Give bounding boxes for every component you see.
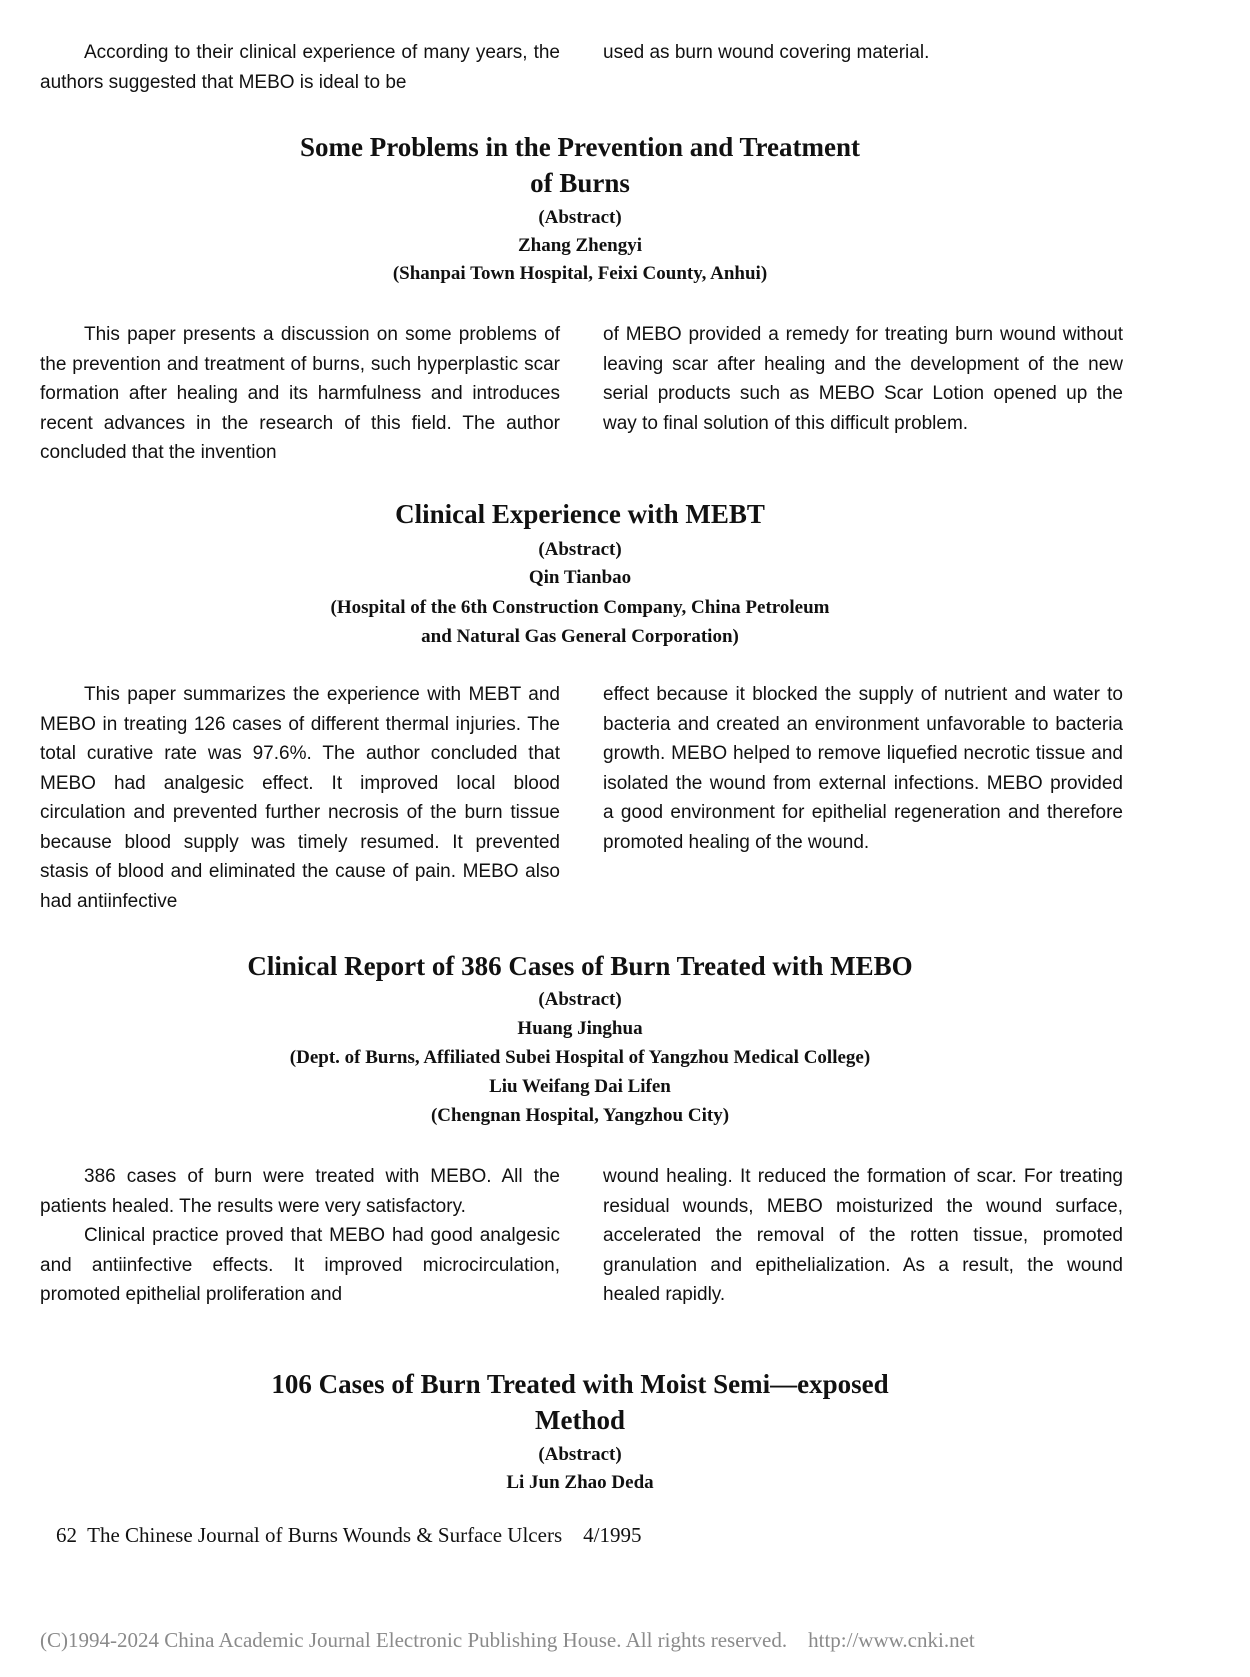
- article-2-affiliation-line1: (Hospital of the 6th Construction Company, China Petroleum: [330, 597, 830, 618]
- article-1-title-line2: of Burns: [530, 168, 630, 198]
- article-3-abstract-label: (Abstract): [538, 989, 622, 1010]
- article-4-title-line2: Method: [535, 1405, 625, 1435]
- article-2-right-column: [603, 680, 1123, 857]
- article-1-left-column: [40, 320, 560, 468]
- article-3-left-column: [40, 1162, 560, 1310]
- article-2-left-text: This paper summarizes the experience with MEBT and MEBO in treating 126 cases of different thermal injuries. The total curative rate was 97.6%. The author concluded that MEBO had analgesic effect. It improved local blood circulation and prevented further necrosis of the burn tissue because blood supply was timely resumed. It prevented stasis of blood and eliminated the cause of pain. MEBO also had antiinfective: [40, 684, 560, 912]
- article-4-authors: Li Jun Zhao Deda: [506, 1472, 654, 1493]
- article-2-right-text: effect because it blocked the supply of nutrient and water to bacteria and created an environment unfavorable to bacteria growth. MEBO helped to remove liquefied necrotic tissue and isolated the wound from external infections. MEBO provided a good environment for epithelial regeneration and therefore promoted healing of the wound.: [603, 684, 1123, 853]
- article-2-title: Clinical Experience with MEBT: [395, 499, 765, 529]
- article-1-title-line1: Some Problems in the Prevention and Treatment: [300, 132, 860, 162]
- article-3-right-column: [603, 1162, 1123, 1310]
- article-1-left-text: This paper presents a discussion on some problems of the prevention and treatment of burns, such hyperplastic scar formation after healing and its harmfulness and introduces recent advances in the research of this field. The author concluded that the invention: [40, 324, 560, 463]
- copyright-notice: (C)1994-2024 China Academic Journal Electronic Publishing House. All rights reserved. http://www.cnki.net: [40, 1628, 975, 1652]
- article-1-right-column: [603, 320, 1123, 438]
- intro-right-text: used as burn wound covering material.: [603, 42, 930, 63]
- article-1-right-text: of MEBO provided a remedy for treating burn wound without leaving scar after healing and the development of the new serial products such as MEBO Scar Lotion opened up the way to final solution of this difficult problem.: [603, 324, 1123, 434]
- article-2-left-column: [40, 680, 560, 916]
- article-3-left-paragraph-2: Clinical practice proved that MEBO had good analgesic and antiinfective effects. It improved microcirculation, promoted epithelial proliferation and: [40, 1225, 560, 1305]
- article-4-title-line1: 106 Cases of Burn Treated with Moist Semi—exposed: [271, 1369, 889, 1399]
- article-3-title: Clinical Report of 386 Cases of Burn Treated with MEBO: [247, 951, 913, 981]
- article-1-abstract-label: (Abstract): [538, 207, 622, 228]
- article-3-left-paragraph-1: 386 cases of burn were treated with MEBO. All the patients healed. The results were very satisfactory.: [40, 1166, 560, 1217]
- article-2-affiliation-line2: and Natural Gas General Corporation): [421, 626, 739, 647]
- article-3-right-text: wound healing. It reduced the formation of scar. For treating residual wounds, MEBO moisturized the wound surface, accelerated the removal of the rotten tissue, promoted granulation and epithelialization. As a result, the wound healed rapidly.: [603, 1166, 1123, 1305]
- intro-left-column: [40, 38, 560, 97]
- article-3-affiliation2: (Chengnan Hospital, Yangzhou City): [430, 1105, 730, 1126]
- article-3-author: Huang Jinghua: [517, 1018, 643, 1039]
- article-4-abstract-label: (Abstract): [538, 1444, 622, 1465]
- intro-right-column: [603, 38, 1123, 68]
- article-1-author: Zhang Zhengyi: [517, 235, 643, 256]
- article-2-abstract-label: (Abstract): [538, 539, 622, 560]
- article-3-author2: Liu Weifang Dai Lifen: [489, 1076, 671, 1097]
- article-2-author: Qin Tianbao: [528, 567, 632, 588]
- article-1-affiliation: (Shanpai Town Hospital, Feixi County, Anhui): [392, 263, 768, 284]
- page-footer: 62 The Chinese Journal of Burns Wounds & Surface Ulcers 4/1995: [56, 1523, 642, 1547]
- intro-left-text: According to their clinical experience of many years, the authors suggested that MEBO is ideal to be: [40, 42, 560, 93]
- article-3-affiliation: (Dept. of Burns, Affiliated Subei Hospital of Yangzhou Medical College): [289, 1047, 871, 1068]
